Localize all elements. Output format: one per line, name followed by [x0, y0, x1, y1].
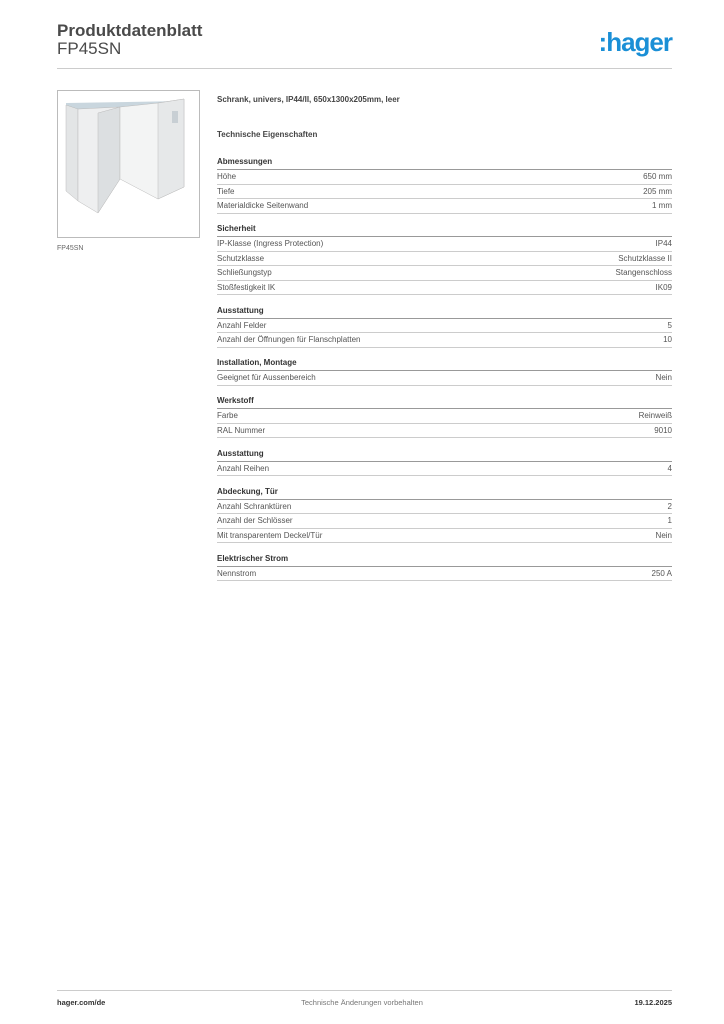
spec-row [217, 237, 672, 252]
product-details [217, 95, 672, 590]
technical-properties-heading: Technische Eigenschaften [217, 130, 318, 139]
spec-value: 9010 [654, 425, 672, 435]
spec-row [217, 567, 672, 582]
spec-value: 1 [667, 516, 672, 525]
spec-label: Tiefe [217, 186, 235, 196]
header-divider [57, 68, 672, 69]
spec-label: Mit transparentem Deckel/Tür [217, 530, 323, 540]
spec-row [217, 185, 672, 200]
spec-value: Nein [655, 530, 672, 540]
spec-label: Farbe [217, 411, 238, 420]
spec-label: Stoßfestigkeit IK [217, 282, 276, 292]
spec-value: 1 mm [652, 201, 672, 210]
section-heading: Abmessungen [217, 155, 672, 170]
spec-value: Stangenschloss [615, 268, 672, 277]
spec-value: Nein [655, 373, 672, 382]
spec-value: 5 [667, 320, 672, 330]
spec-value: 250 A [651, 568, 672, 578]
section-heading: Ausstattung [217, 304, 672, 319]
spec-value: IK09 [655, 282, 672, 292]
spec-row [217, 500, 672, 515]
spec-value: 4 [667, 463, 672, 473]
spec-row [217, 424, 672, 439]
spec-value: 650 mm [643, 172, 672, 181]
spec-label: Anzahl Reihen [217, 463, 270, 473]
spec-value: IP44 [655, 239, 672, 248]
spec-row [217, 170, 672, 185]
spec-row [217, 514, 672, 529]
spec-label: Anzahl der Schlösser [217, 516, 293, 525]
product-image [57, 90, 200, 238]
spec-section [217, 155, 672, 214]
section-heading: Installation, Montage [217, 356, 672, 371]
spec-value: 205 mm [643, 186, 672, 196]
footer-notice: Technische Änderungen vorbehalten [301, 998, 423, 1007]
spec-label: Anzahl der Öffnungen für Flanschplatten [217, 335, 361, 344]
hager-logo: :hager [598, 27, 672, 57]
spec-row [217, 319, 672, 334]
spec-row [217, 266, 672, 281]
spec-section [217, 222, 672, 295]
spec-label: Höhe [217, 172, 237, 181]
spec-section [217, 304, 672, 348]
spec-section [217, 394, 672, 438]
spec-section [217, 447, 672, 477]
section-heading: Elektrischer Strom [217, 552, 672, 567]
spec-value: 10 [663, 335, 672, 344]
cabinet-illustration [58, 91, 199, 237]
spec-row [217, 462, 672, 477]
section-heading: Abdeckung, Tür [217, 485, 672, 500]
spec-row [217, 281, 672, 296]
spec-row [217, 409, 672, 424]
product-code: FP45SN [57, 39, 122, 58]
spec-row [217, 529, 672, 544]
spec-section [217, 485, 672, 544]
spec-label: Schutzklasse [217, 253, 265, 263]
spec-label: Materialdicke Seitenwand [217, 201, 309, 210]
spec-section [217, 552, 672, 582]
spec-label: Schließungstyp [217, 268, 272, 277]
spec-row [217, 199, 672, 214]
spec-label: Anzahl Felder [217, 320, 267, 330]
product-description: Schrank, univers, IP44/II, 650x1300x205mm, leer [217, 95, 400, 104]
spec-label: Nennstrom [217, 568, 257, 578]
spec-row [217, 252, 672, 267]
spec-label: RAL Nummer [217, 425, 266, 435]
footer-divider [57, 990, 672, 991]
footer-date: 19.12.2025 [634, 998, 672, 1007]
section-heading: Sicherheit [217, 222, 672, 237]
spec-label: IP-Klasse (Ingress Protection) [217, 239, 324, 248]
spec-value: Reinweiß [638, 411, 672, 420]
spec-label: Anzahl Schranktüren [217, 501, 292, 511]
spec-row [217, 333, 672, 348]
spec-label: Geeignet für Aussenbereich [217, 373, 316, 382]
spec-value: 2 [667, 501, 672, 511]
spec-value: Schutzklasse II [618, 253, 672, 263]
spec-row [217, 371, 672, 386]
section-heading: Werkstoff [217, 394, 672, 409]
image-caption: FP45SN [57, 245, 84, 252]
section-heading: Ausstattung [217, 447, 672, 462]
website-link[interactable]: hager.com/de [57, 998, 106, 1007]
spec-section [217, 356, 672, 386]
page-title: Produktdatenblatt [57, 21, 203, 40]
